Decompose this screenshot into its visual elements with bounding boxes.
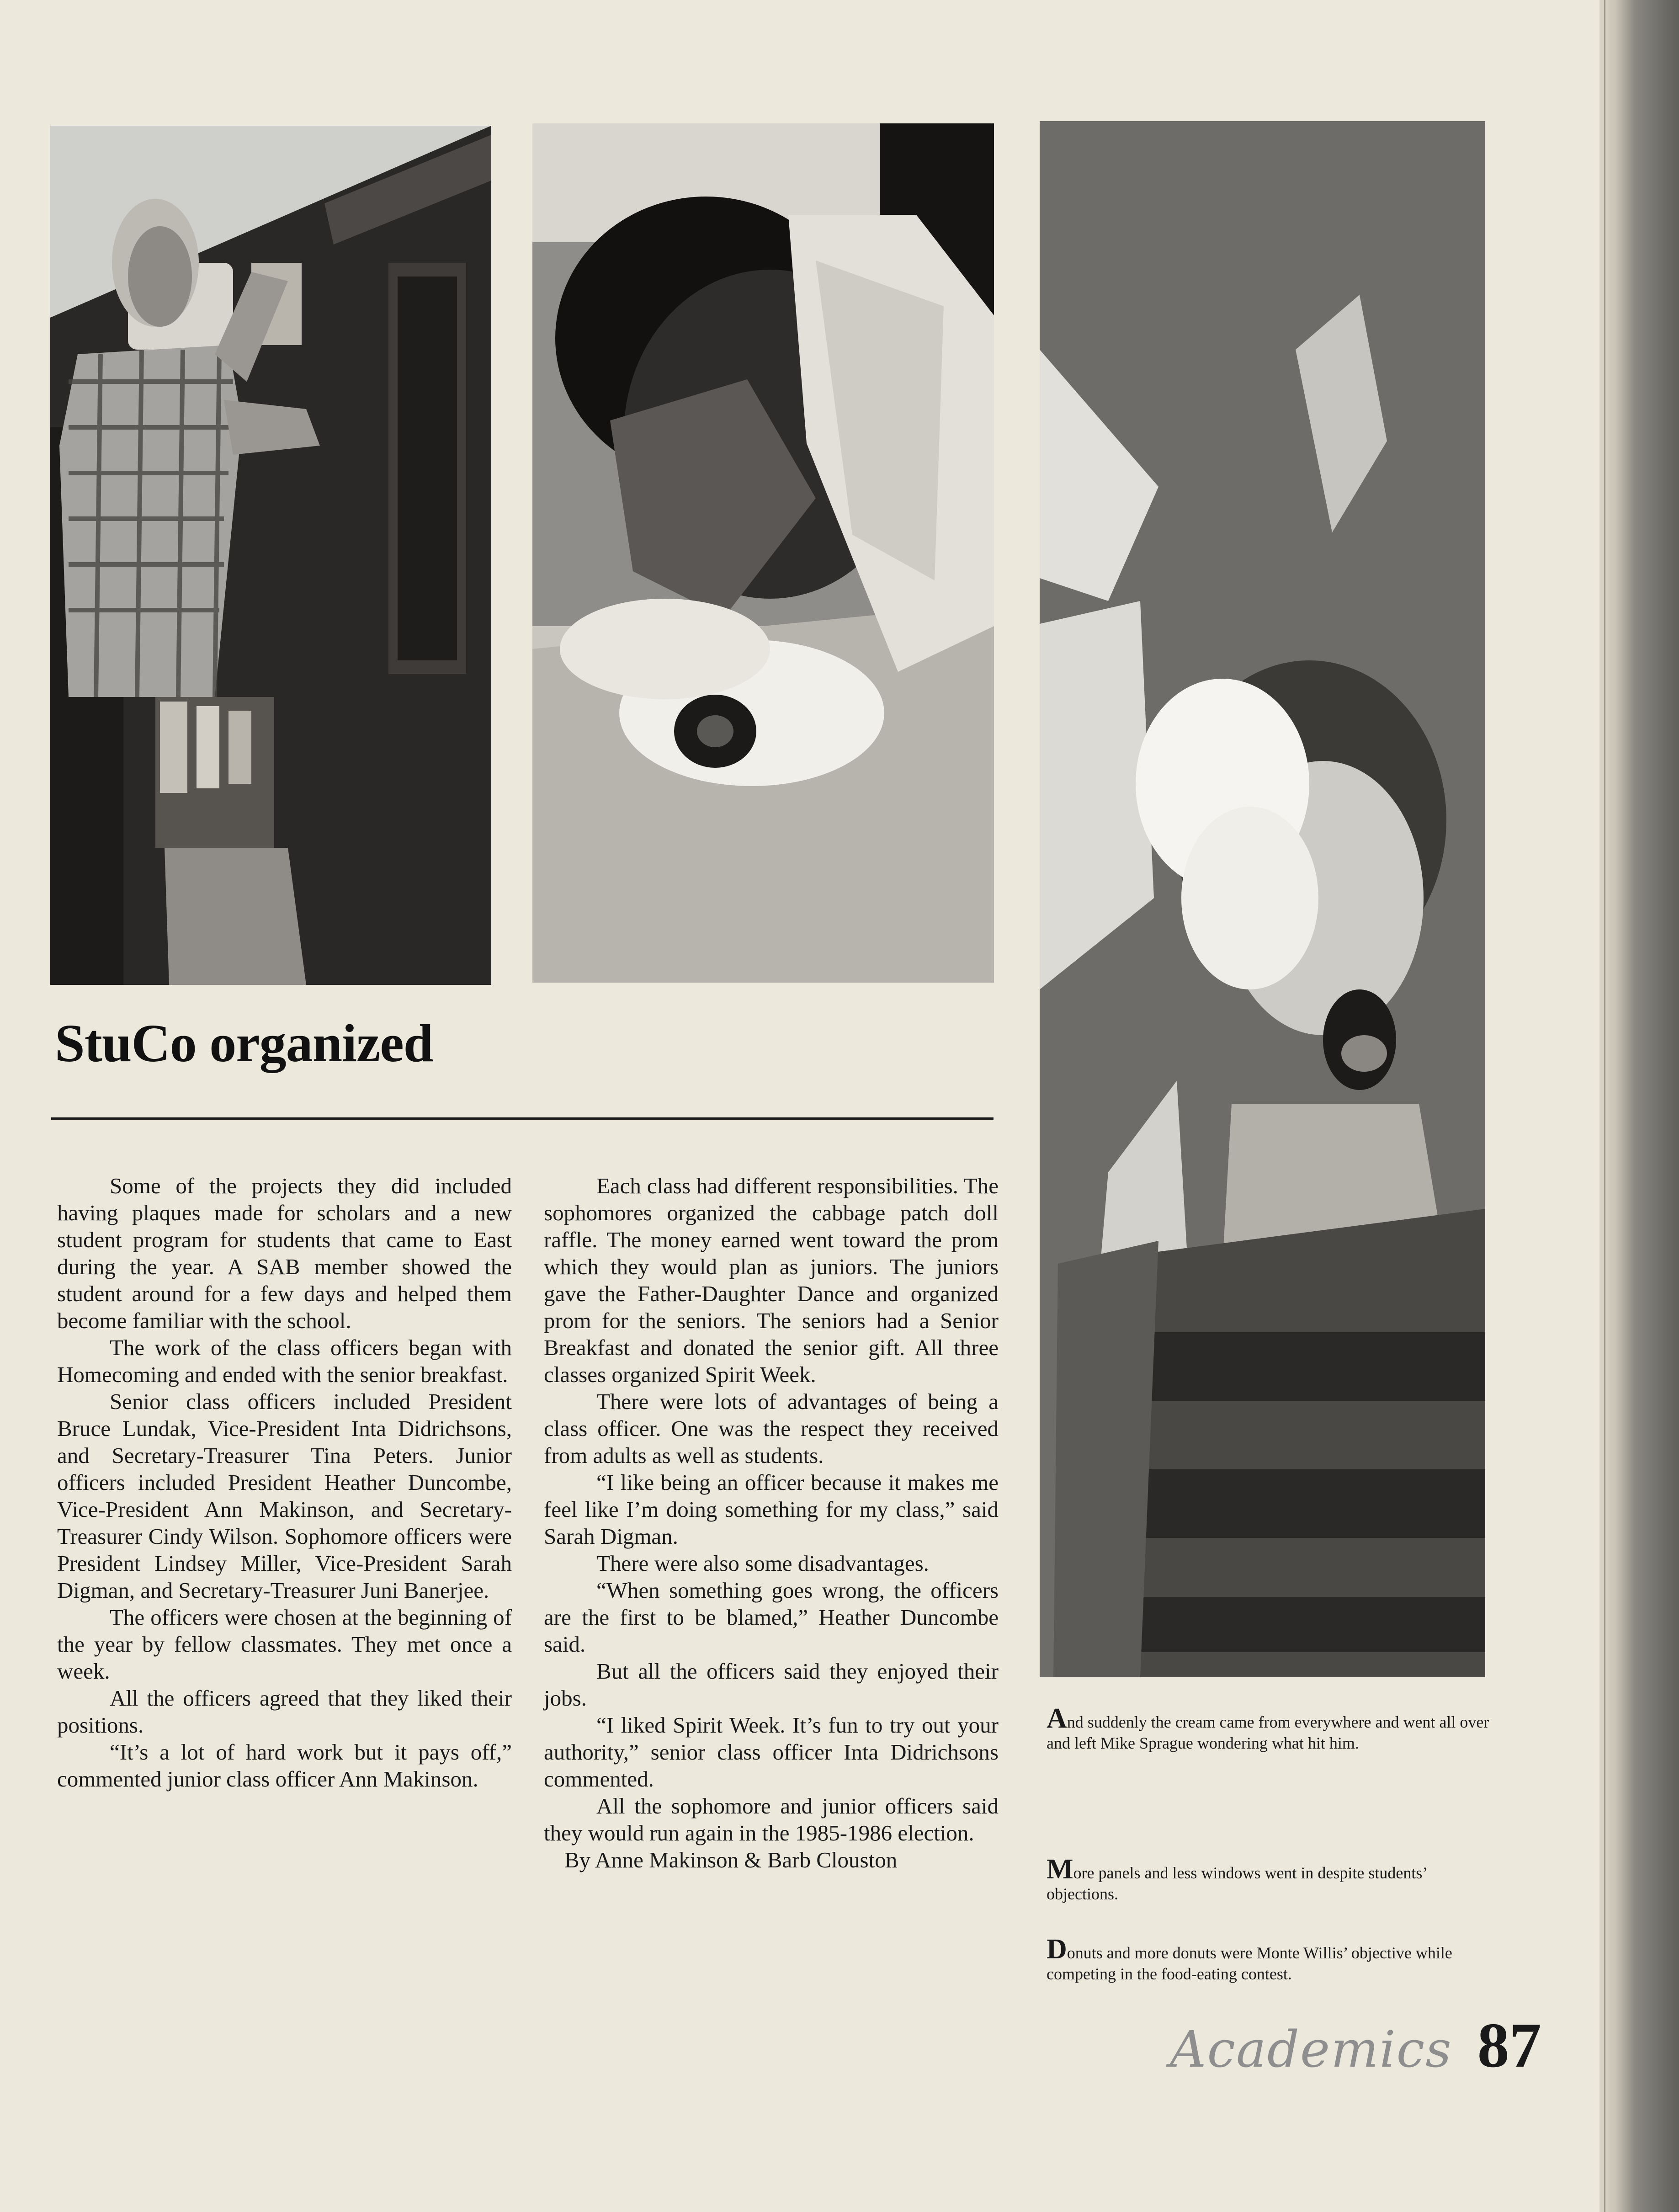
paragraph: “It’s a lot of hard work but it pays off,” commented junior class officer Ann Makinson. [57, 1739, 512, 1792]
paragraph: “I liked Spirit Week. It’s fun to try out your authority,” senior class officer Inta Didrichsons commented. [544, 1712, 999, 1792]
paragraph: Senior class officers included President Bruce Lundak, Vice-President Inta Didrichsons, and Secretary-Treasurer Tina Peters. Junior officers included President Heather Duncombe, Vice-President Ann Makinson, and Secretary-Treasurer Cindy Wilson. Sophomore officers were President Lindsey Miller, Vice-President Sarah Digman, and Secretary-Treasurer Juni Banerjee. [57, 1389, 512, 1603]
paragraph: “I like being an officer because it makes me feel like I’m doing something for my class,” said Sarah Digman. [544, 1470, 999, 1549]
photo-donut-eating-contest [532, 123, 994, 983]
article-column-2 [544, 1172, 999, 1873]
paragraph: “When something goes wrong, the officers are the first to be blamed,” Heather Duncombe said. [544, 1578, 999, 1657]
book-page-edge [1599, 0, 1679, 2212]
paragraph: Each class had different responsibilities. The sophomores organized the cabbage patch doll raffle. The money earned went toward the prom which they would plan as juniors. The juniors gave the Father-Daughter Dance and organized prom for the seniors. The seniors had a Senior Breakfast and donated the senior gift. All three classes organized Spirit Week. [544, 1173, 999, 1387]
paragraph: There were also some disadvantages. [596, 1551, 929, 1576]
page-folio [1170, 2009, 1541, 2082]
page-number: 87 [1477, 2010, 1541, 2081]
photo-worker-installing-panels [50, 126, 491, 985]
paragraph: The officers were chosen at the beginning of the year by fellow classmates. They met once a week. [57, 1605, 512, 1684]
article-headline: StuCo organized [55, 1013, 433, 1073]
paragraph: The work of the class officers began with Homecoming and ended with the senior breakfast. [57, 1335, 512, 1387]
caption-text: nd suddenly the cream came from everywhere and went all over and left Mike Sprague wondering what hit him. [1047, 1713, 1489, 1752]
paragraph: But all the officers said they enjoyed their jobs. [544, 1659, 999, 1711]
caption-panels [1047, 1854, 1499, 1904]
paragraph: All the sophomore and junior officers said they would run again in the 1985-1986 election. [544, 1793, 999, 1845]
caption-text: onuts and more donuts were Monte Willis’ objective while competing in the food-eating contest. [1047, 1944, 1452, 1983]
caption-text: ore panels and less windows went in despite students’ objections. [1047, 1864, 1427, 1903]
byline: By Anne Makinson & Barb Clouston [564, 1847, 898, 1872]
section-name: Academics [1170, 2020, 1452, 2079]
caption-donuts [1047, 1934, 1499, 1984]
caption-initial: A [1047, 1703, 1067, 1734]
caption-cream-pie [1047, 1703, 1499, 1754]
caption-initial: D [1047, 1934, 1067, 1965]
headline-rule [51, 1117, 994, 1120]
caption-initial: M [1047, 1854, 1073, 1885]
paragraph: All the officers agreed that they liked their positions. [57, 1686, 512, 1738]
photo-cream-pie-splash [1040, 121, 1485, 1677]
article-column-1 [57, 1172, 512, 1792]
paragraph: There were lots of advantages of being a class officer. One was the respect they received from adults as well as students. [544, 1389, 999, 1468]
paragraph: Some of the projects they did included having plaques made for scholars and a new student program for students that came to East during the year. A SAB member showed the student around for a few days and helped them become familiar with the school. [57, 1173, 512, 1333]
